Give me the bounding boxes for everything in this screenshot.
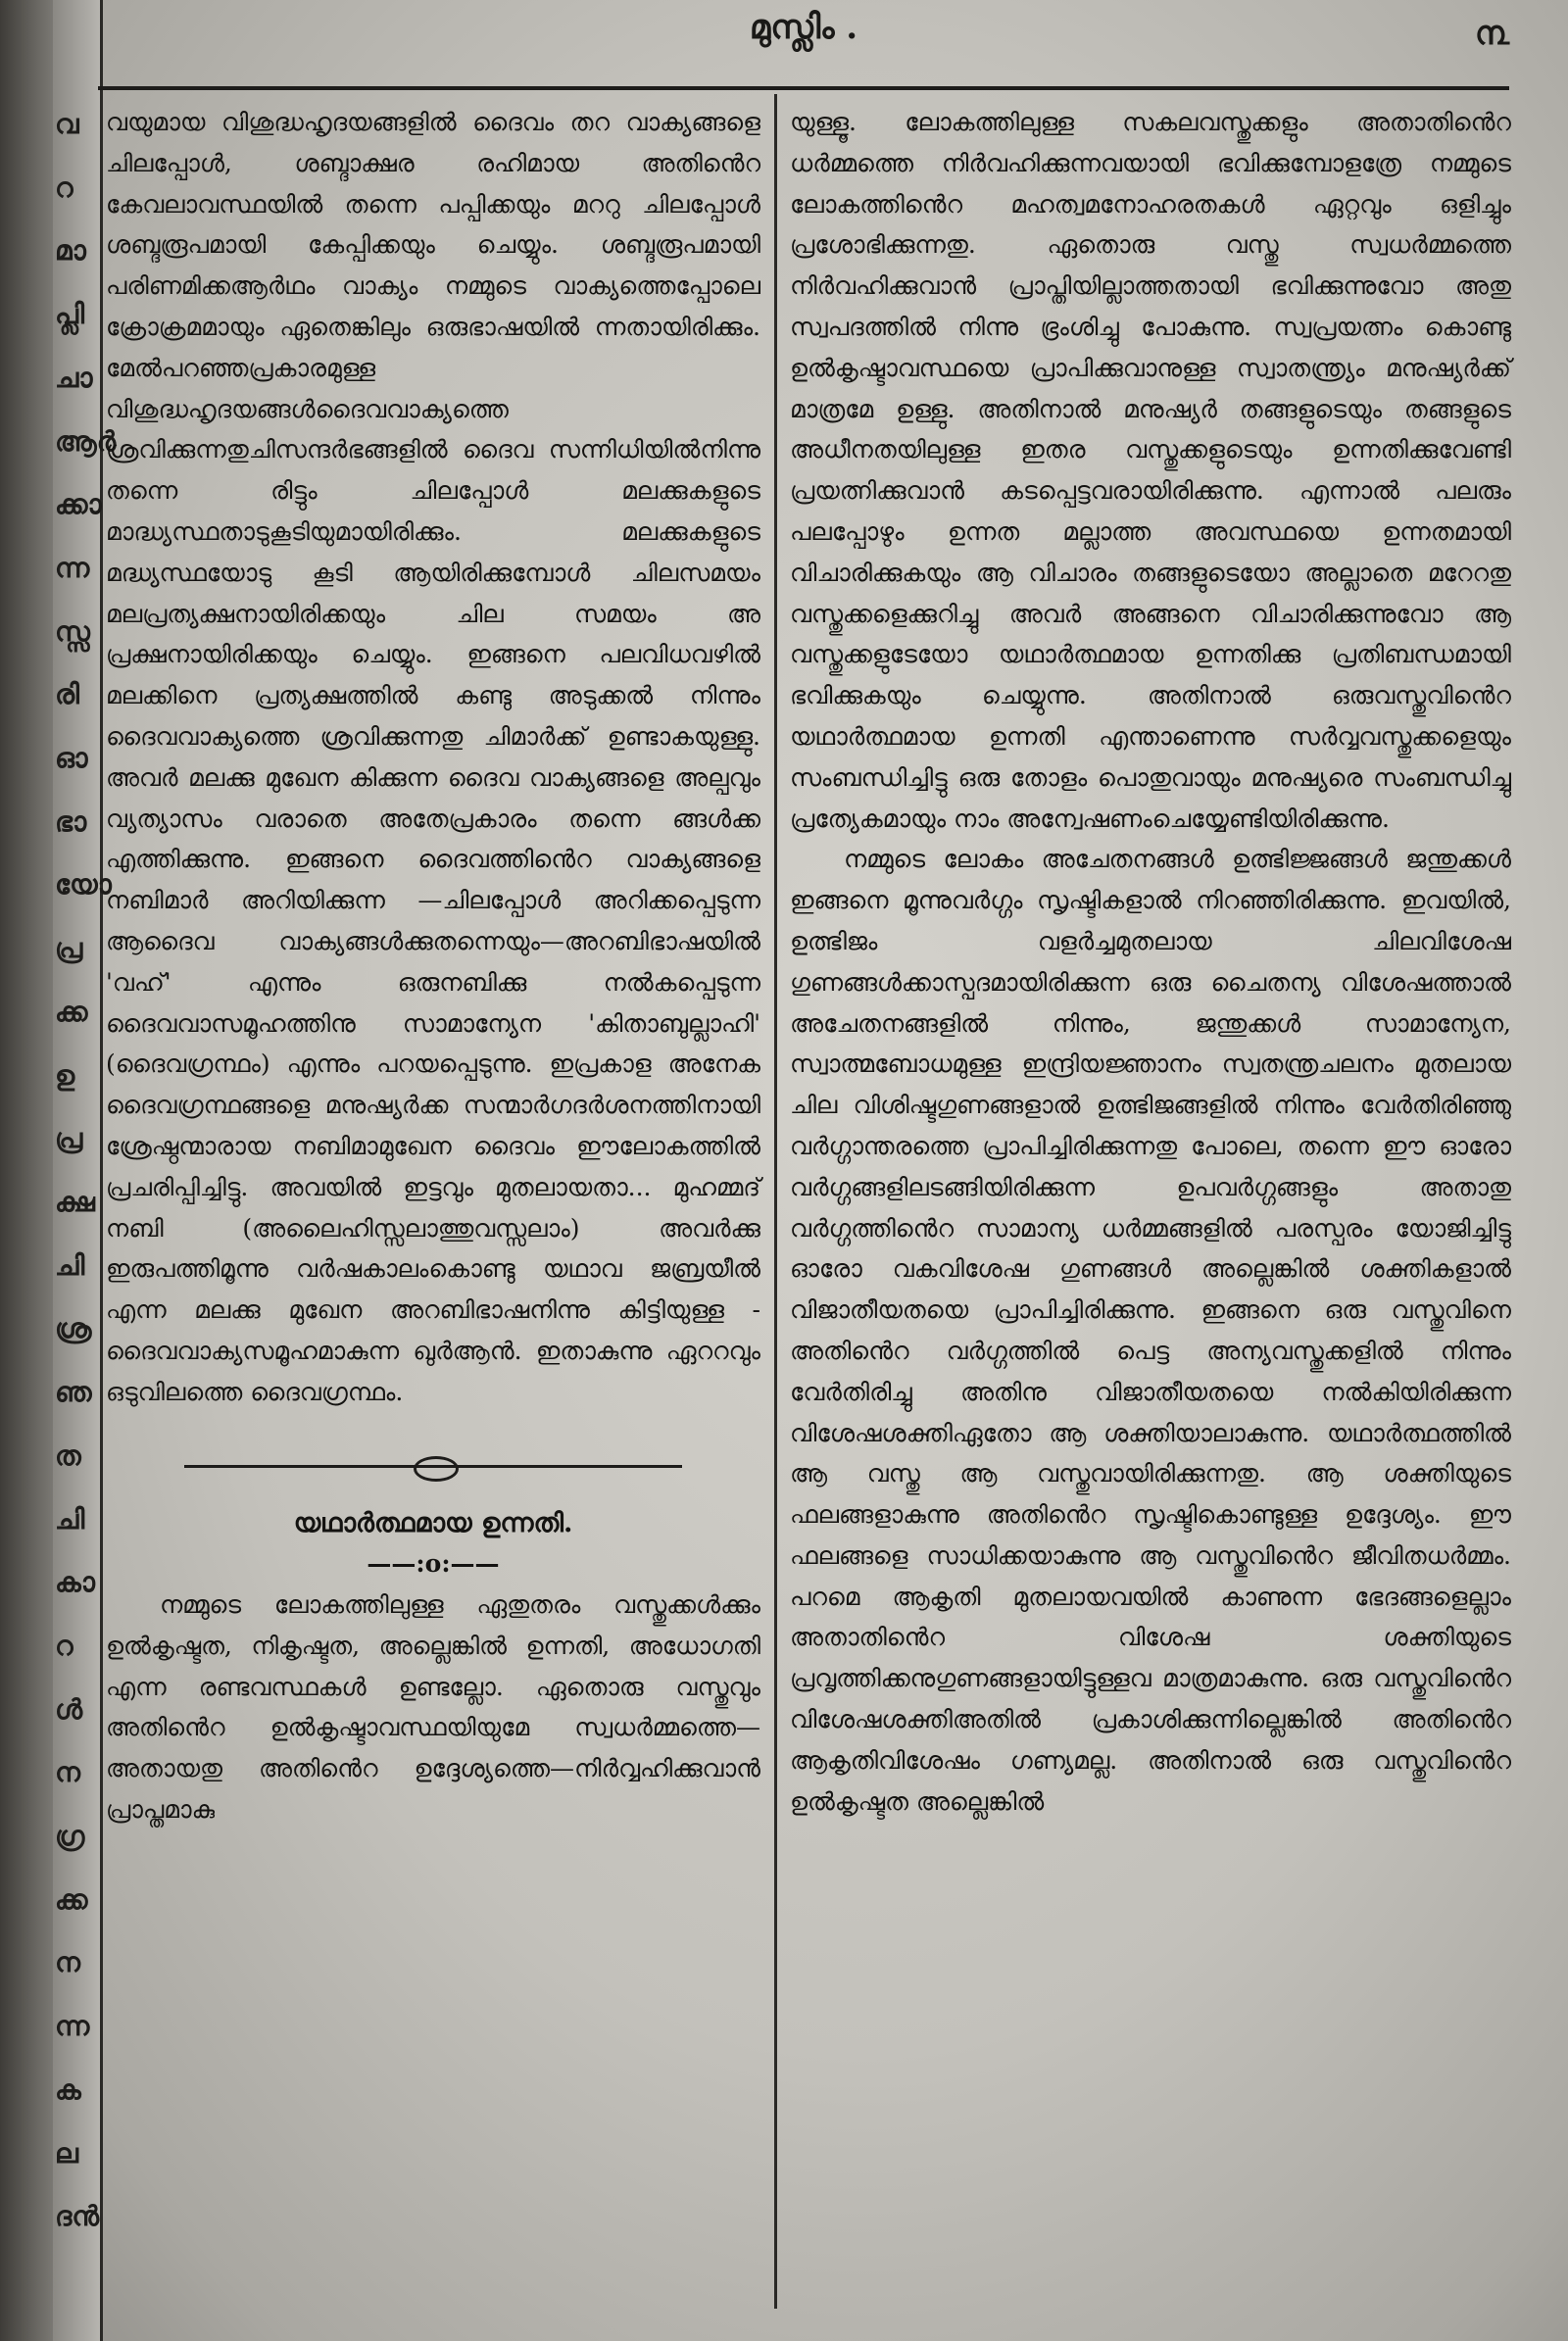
margin-fragment: ക്കാ bbox=[55, 488, 102, 521]
margin-fragment: രി bbox=[55, 678, 80, 711]
margin-fragment: ആർ bbox=[55, 424, 117, 458]
section-heading: യഥാർത്ഥമായ ഉന്നതി. bbox=[293, 1507, 573, 1538]
margin-fragment: ല bbox=[55, 2136, 78, 2170]
article-paragraph: വയുമായ വിശുദ്ധഹൃദയങ്ങളിൽ ദൈവം തറ വാക്യങ്ങളെ ചിലപ്പോൾ, ശബ്ദാക്ഷര രഹിമായ അതിൻെറ കേവലാവസ്ഥയിൽ തന്നെ പപ്പിക്കയും മററു ചിലപ്പോൾ ശബ്ദരൂപമായി കേപ്പിക്കയും ചെയ്യും. ശബ്ദരൂപമായി പരിണമിക്കആർഥം വാക്യം നമ്മുടെ വാക്യത്തെപ്പോലെ ക്രോക്രമമായും ഏതെങ്കിലും ഒരുഭാഷയിൽ ന്നതായിരിക്കും. മേൽപറഞ്ഞപ്രകാരമുള്ള വിശുദ്ധഹൃദയങ്ങൾദൈവവാക്യത്തെ ശ്രവിക്കുന്നതുചിസന്ദർഭങ്ങളിൽ ദൈവ സന്നിധിയിൽനിന്നു തന്നെ രിട്ടും ചിലപ്പോൾ മലക്കുകളുടെ മാദ്ധ്യസ്ഥതാടുകൂടിയുമായിരിക്കും. മലക്കുകളുടെ മദ്ധ്യസ്ഥയോടു കൂടി ആയിരിക്കുമ്പോൾ ചിലസമയം മലപ്രത്യക്ഷനായിരിക്കയും ചില സമയം അ പ്രക്ഷനായിരിക്കയും ചെയ്യും. ഇങ്ങനെ പലവിധവഴിൽ മലക്കിനെ പ്രത്യക്ഷത്തിൽ കണ്ടു അടുക്കൽ നിന്നും ദൈവവാക്യത്തെ ശ്രവിക്കുന്നതു ചിമാർക്ക് ഉണ്ടാകയുള്ളു. അവർ മലക്കു മുഖേന കിക്കുന്ന ദൈവ വാക്യങ്ങളെ അല്പവും വ്യത്യാസം വരാതെ അതേപ്രകാരം തന്നെ ങ്ങൾക്ക എത്തിക്കുന്നു. ഇങ്ങനെ ദൈവത്തിൻെറ വാക്യങ്ങളെ നബിമാർ അറിയിക്കുന്ന —ചിലപ്പോൾ അറിക്കപ്പെടുന്ന ആദൈവ വാക്യങ്ങൾക്കുതന്നെയും—അറബിഭാഷയിൽ 'വഹ്' എന്നും ഒരുനബിക്കു നൽകപ്പെടുന്ന ദൈവവാസമൂഹത്തിനു സാമാന്യേന 'കിതാബുല്ലാഹി' (ദൈവഗ്രന്ഥം) എന്നും പറയപ്പെടുന്നു. ഇപ്രകാള അനേക ദൈവഗ്രന്ഥങ്ങളെ മനുഷ്യർക്ക സന്മാർഗദർശനത്തിനായി ശ്രേഷ്ഠന്മാരായ നബിമാമുഖേന ദൈവം ഈലോകത്തിൽ പ്രചരിപ്പിച്ചിട്ടു. അവയിൽ ഇട്ടവും മുതലായതാ... മുഹമ്മദ് നബി (അലൈഹിസ്സലാത്തുവസ്സലാം) അവർക്കു ഇരുപത്തിമൂന്നു വർഷകാലംകൊണ്ടു യഥാവ ജബ്രയീൽ എന്ന മലക്കു മുഖേന അറബിഭാഷനിന്നു കിട്ടിയുള്ള - ദൈവവാക്യസമൂഹമാകുന്ന ഖുർആൻ. ഇതാകുന്നു ഏററവും ഒടുവിലത്തെ ദൈവഗ്രന്ഥം. bbox=[106, 108, 760, 1406]
margin-fragment: പ്ര bbox=[55, 932, 83, 965]
margin-fragment: ചി bbox=[55, 1502, 85, 1536]
margin-fragment: വ bbox=[55, 108, 79, 140]
margin-fragment: പ്ലി bbox=[55, 298, 85, 331]
article-paragraph: യുള്ളൂ. ലോകത്തിലുള്ള സകലവസ്തുക്കളും അതാതിൻെറ ധർമ്മത്തെ നിർവഹിക്കുന്നവയായി ഭവിക്കുമ്പോളത്രേ നമ്മുടെ ലോകത്തിൻെറ മഹത്വമനോഹരതകൾ ഏറ്റവും ഒളിച്ചും പ്രശോഭിക്കുന്നതു. ഏതൊരു വസ്തു സ്വധർമ്മത്തെ നിർവഹിക്കുവാൻ പ്രാപ്തിയില്ലാത്തതായി ഭവിക്കുന്നുവോ അതു സ്വപദത്തിൽ നിന്നു ഭ്രംശിച്ചു പോകുന്നു. സ്വപ്രയത്നം കൊണ്ടു ഉൽകൃഷ്ടാവസ്ഥയെ പ്രാപിക്കുവാനുള്ള സ്വാതന്ത്ര്യം മനുഷ്യർക്ക് മാത്രമേ ഉള്ളു. അതിനാൽ മനുഷ്യർ തങ്ങളുടെയും തങ്ങളുടെ അധീനതയിലുള്ള ഇതര വസ്തുക്കളുടെയും ഉന്നതിക്കുവേണ്ടി പ്രയത്നിക്കുവാൻ കടപ്പെട്ടവരായിരിക്കുന്നു. എന്നാൽ പലരും പലപ്പോഴും ഉന്നത മല്ലാത്ത അവസ്ഥയെ ഉന്നതമായി വിചാരിക്കുകയും ആ വിചാരം തങ്ങളുടെയോ അല്ലാതെ മറേറതു വസ്തുക്കളെക്കുറിച്ചു അവർ അങ്ങനെ വിചാരിക്കുന്നുവോ ആ വസ്തുക്കളുടേയോ യഥാർത്ഥമായ ഉന്നതിക്കു പ്രതിബന്ധമായി ഭവിക്കുകയും ചെയ്യുന്നു. അതിനാൽ ഒരുവസ്തുവിൻെറ യഥാർത്ഥമായ ഉന്നതി എന്താണെന്നു സർവ്വവസ്തുക്കളെയും സംബന്ധിച്ചിട്ടു ഒരു തോളം പൊതുവായും മനുഷ്യരെ സംബന്ധിച്ചു പ്രത്യേകമായും നാം അന്വേഷണംചെയ്യേണ്ടിയിരിക്കുന്നു. bbox=[790, 108, 1511, 833]
margin-fragment: ക്ഷ bbox=[55, 1186, 95, 1218]
margin-fragment: യോ bbox=[55, 868, 112, 902]
margin-fragment: ഓ bbox=[55, 742, 88, 775]
margin-fragment: റ bbox=[55, 1629, 74, 1662]
margin-fragment: ന bbox=[55, 1756, 80, 1789]
margin-fragment: റ bbox=[55, 171, 74, 204]
margin-fragment: ശ്ര bbox=[55, 1312, 92, 1345]
page-header bbox=[98, 0, 1509, 90]
margin-fragment: ചാ bbox=[55, 361, 93, 394]
margin-fragment: ഭാ bbox=[55, 805, 87, 838]
margin-fragment: ദൻ bbox=[55, 2200, 100, 2233]
margin-fragment: ഉ bbox=[55, 1058, 75, 1092]
article-paragraph: നമ്മുടെ ലോകത്തിലുള്ള ഏതുതരം വസ്തുക്കൾക്കും ഉൽകൃഷ്ടത, നികൃഷ്ടത, അല്ലെങ്കിൽ ഉന്നതി, അധോഗതി എന്ന രണ്ടവസ്ഥകൾ ഉണ്ടല്ലോ. ഏതൊരു വസ്തുവും അതിൻെറ ഉൽകൃഷ്ടാവസ്ഥയിയുമേ സ്വധർമ്മത്തെ—അതായതു അതിൻെറ ഉദ്ദേശ്യത്തെ—നിർവ്വഹിക്കുവാൻ പ്രാപ്തമാകു bbox=[106, 1590, 760, 1825]
section-dashes: ——:o:—— bbox=[367, 1549, 500, 1579]
margin-fragment: ന്ന bbox=[55, 2010, 90, 2043]
header-rule bbox=[98, 86, 1509, 90]
article-paragraph: നമ്മുടെ ലോകം അചേതനങ്ങൾ ഉത്ഭിജ്ജങ്ങൾ ജന്തുക്കൾ ഇങ്ങനെ മൂന്നുവർഗ്ഗം സൃഷ്ടികളാൽ നിറഞ്ഞിരിക്കുന്നു. ഇവയിൽ, ഉത്ഭിജം വളർച്ചമുതലായ ചിലവിശേഷ ഗുണങ്ങൾക്കാസ്പദമായിരിക്കുന്ന ഒരു ചൈതന്യ വിശേഷത്താൽ അചേതനങ്ങളിൽ നിന്നും, ജന്തുക്കൾ സാമാന്യേന, സ്വാത്മബോധമുള്ള ഇന്ദ്രിയജ്ഞാനം സ്വതന്ത്രചലനം മുതലായ ചില വിശിഷ്ടഗുണങ്ങളാൽ ഉത്ഭിജങ്ങളിൽ നിന്നും വേർതിരിഞ്ഞു വർഗ്ഗാന്തരത്തെ പ്രാപിച്ചിരിക്കുന്നതു പോലെ, തന്നെ ഈ ഓരോ വർഗ്ഗങ്ങളിലടങ്ങിയിരിക്കുന്ന ഉപവർഗ്ഗങ്ങളും അതാതു വർഗ്ഗത്തിൻെറ സാമാന്യ ധർമ്മങ്ങളിൽ പരസ്പരം യോജിച്ചിട്ടു ഓരോ വകവിശേഷ ഗുണങ്ങൾ അല്ലെങ്കിൽ ശക്തികളാൽ വിജാതീയതയെ പ്രാപിച്ചിരിക്കുന്നു. ഇങ്ങനെ ഒരു വസ്തുവിനെ അതിൻെറ വർഗ്ഗത്തിൽ പെട്ട അന്യവസ്തുക്കളിൽ നിന്നും വേർതിരിച്ചു അതിനു വിജാതീയതയെ നൽകിയിരിക്കുന്ന വിശേഷശക്തിഏതോ ആ ശക്തിയാലാകുന്നു. യഥാർത്ഥത്തിൽ ആ വസ്തു ആ വസ്തുവായിരിക്കുന്നതു. ആ ശക്തിയുടെ ഫലങ്ങളാകുന്നു അതിൻെറ സൃഷ്ടികൊണ്ടുള്ള ഉദ്ദേശ്യം. ഈ ഫലങ്ങളെ സാധിക്കയാകുന്നു ആ വസ്തുവിൻെറ ജീവിതധർമ്മം. പറമെ ആകൃതി മുതലായവയിൽ കാണുന്ന ഭേദങ്ങളെല്ലാം അതാതിൻെറ വിശേഷ ശക്തിയുടെ പ്രവൃത്തിക്കനുഗുണങ്ങളായിട്ടുള്ളവ മാത്രമാകുന്നു. ഒരു വസ്തുവിൻെറ വിശേഷശക്തിഅതിൽ പ്രകാശിക്കുന്നില്ലെങ്കിൽ അതിൻെറ ആകൃതിവിശേഷം ഗണ്യമല്ല. അതിനാൽ ഒരു വസ്തുവിൻെറ ഉൽകൃഷ്ടത അല്ലെങ്കിൽ bbox=[790, 845, 1511, 1816]
adjacent-page-margin bbox=[53, 0, 117, 2341]
page-number: ൩ bbox=[1474, 14, 1509, 53]
margin-fragment: കാ bbox=[55, 1566, 95, 1599]
margin-fragment: ഞ bbox=[55, 1376, 92, 1409]
margin-fragment: മാ bbox=[55, 234, 86, 268]
margin-fragment: ൾ bbox=[55, 1692, 83, 1726]
left-column bbox=[106, 102, 760, 2317]
column-rule bbox=[774, 94, 777, 2309]
margin-fragment: സ്സ bbox=[55, 614, 90, 648]
margin-fragment: ക്ക bbox=[55, 1882, 88, 1916]
margin-fragment: ക bbox=[55, 2073, 81, 2106]
running-title: മുസ്ലിം . bbox=[749, 8, 858, 47]
ornament-divider bbox=[184, 1446, 682, 1486]
margin-fragment: ത bbox=[55, 1439, 81, 1472]
margin-fragment: ഗ്ര bbox=[55, 1820, 85, 1853]
margin-fragment: ക്ക bbox=[55, 995, 88, 1028]
margin-fragment: പ്ര bbox=[55, 1122, 83, 1155]
right-column bbox=[790, 102, 1511, 2317]
margin-fragment: ന bbox=[55, 1946, 80, 1979]
margin-fragment: ന്ന bbox=[55, 551, 90, 584]
margin-fragment: ചി bbox=[55, 1248, 85, 1282]
